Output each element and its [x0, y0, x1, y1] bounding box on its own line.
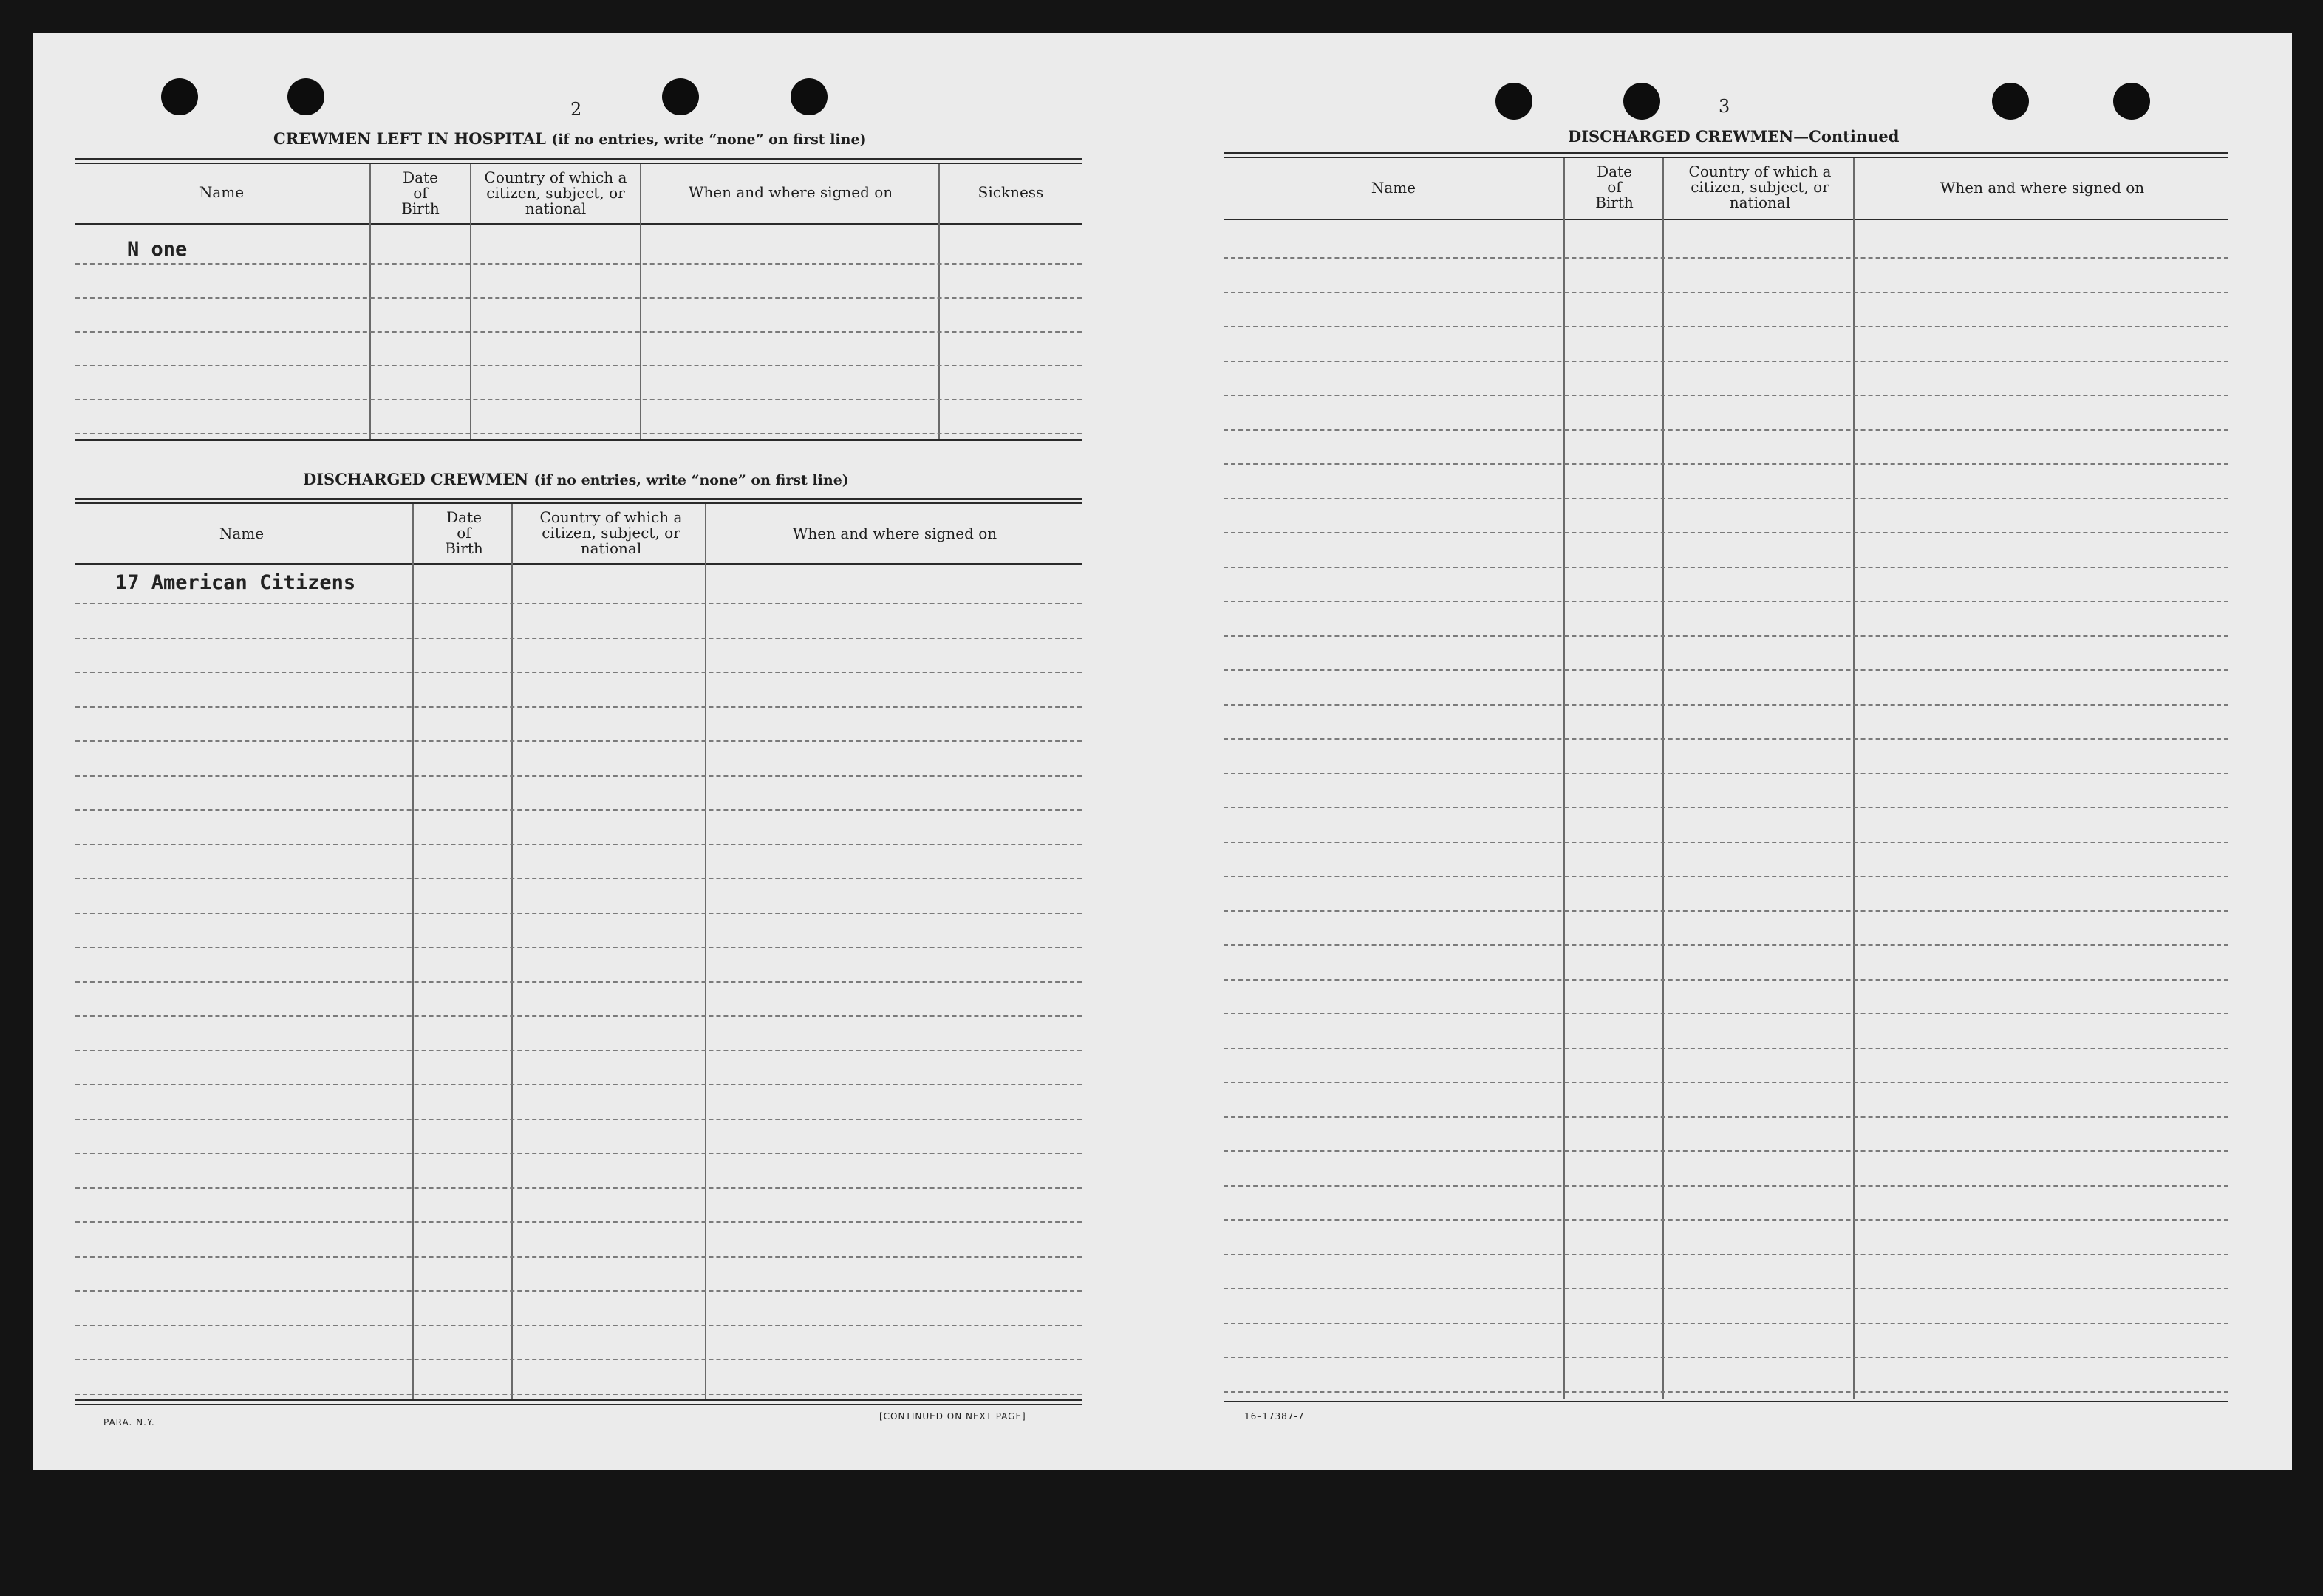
ruled-line	[1224, 1323, 2228, 1324]
ruled-line	[75, 1050, 1082, 1051]
ruled-line	[75, 706, 1082, 708]
ruled-line	[1224, 773, 2228, 774]
ruled-line	[1224, 842, 2228, 843]
punch-hole	[791, 78, 828, 115]
ruled-line	[1224, 1254, 2228, 1255]
ruled-line	[1224, 463, 2228, 465]
ruled-line	[1224, 669, 2228, 671]
ruled-line	[75, 1394, 1082, 1395]
ruled-line	[1224, 601, 2228, 602]
ruled-line	[1224, 1116, 2228, 1118]
discharged-col-dob: Date of Birth	[445, 508, 483, 557]
ruled-line	[1224, 498, 2228, 499]
ruled-line	[75, 947, 1082, 948]
ruled-line	[75, 603, 1082, 604]
hospital-section-title	[273, 129, 867, 148]
ruled-line	[1224, 429, 2228, 431]
ruled-line	[75, 672, 1082, 673]
ruled-line	[1224, 944, 2228, 946]
ruled-line	[1224, 567, 2228, 568]
hospital-col-country: Country of which a citizen, subject, or national	[484, 168, 627, 217]
ruled-line	[75, 1119, 1082, 1120]
ruled-line	[75, 844, 1082, 845]
footer-continued: [CONTINUED ON NEXT PAGE]	[879, 1411, 1026, 1422]
ruled-line	[1224, 395, 2228, 396]
ruled-line	[1224, 738, 2228, 740]
punch-hole	[1623, 83, 1660, 120]
footer-printer: PARA. N.Y.	[103, 1417, 155, 1428]
ruled-line	[1224, 704, 2228, 706]
page-number-left: 2	[570, 99, 582, 120]
hospital-col-dob: Date of Birth	[401, 168, 440, 217]
punch-hole	[287, 78, 324, 115]
ruled-line	[75, 1256, 1082, 1258]
ruled-line	[1224, 1185, 2228, 1187]
page-number-right: 3	[1719, 96, 1730, 117]
discharged-title: DISCHARGED CREWMEN	[303, 470, 529, 488]
continued-col-country: Country of which a citizen, subject, or national	[1688, 163, 1832, 211]
ruled-line	[1224, 1288, 2228, 1289]
ruled-line	[75, 775, 1082, 777]
ruled-line	[1224, 1048, 2228, 1049]
hospital-note: (if no entries, write “none” on first line)	[551, 132, 867, 148]
discharged-entry: 17 American Citizens	[115, 571, 356, 594]
punch-hole	[161, 78, 198, 115]
ruled-line	[1224, 910, 2228, 912]
footer-form-code: 16–17387-7	[1244, 1411, 1305, 1422]
ruled-line	[75, 1221, 1082, 1223]
ruled-line	[1224, 1391, 2228, 1393]
continued-section-title: DISCHARGED CREWMEN—Continued	[1568, 127, 1900, 146]
hospital-col-sickness: Sickness	[978, 183, 1044, 201]
ruled-line	[75, 1359, 1082, 1360]
discharged-col-signed: When and where signed on	[792, 525, 997, 542]
hospital-col-name: Name	[199, 183, 245, 201]
discharged-col-name: Name	[219, 525, 265, 542]
ruled-line	[1224, 532, 2228, 533]
hospital-entry: N one	[127, 238, 188, 261]
punch-hole	[662, 78, 699, 115]
punch-hole	[1495, 83, 1532, 120]
hospital-title: CREWMEN LEFT IN HOSPITAL	[273, 129, 546, 148]
ruled-line	[75, 1290, 1082, 1292]
ruled-line	[1224, 807, 2228, 808]
ruled-line	[1224, 979, 2228, 981]
discharged-col-country: Country of which a citizen, subject, or national	[539, 508, 683, 557]
ruled-line	[1224, 1357, 2228, 1358]
ruled-line	[1224, 635, 2228, 637]
punch-hole	[2113, 83, 2150, 120]
ruled-line	[75, 809, 1082, 811]
ruled-line	[1224, 326, 2228, 327]
ruled-line	[75, 981, 1082, 983]
discharged-section-title	[303, 470, 849, 488]
continued-col-dob: Date of Birth	[1595, 163, 1634, 211]
ruled-line	[1224, 1013, 2228, 1014]
ruled-line	[75, 1153, 1082, 1154]
ruled-line	[1224, 1150, 2228, 1152]
ruled-line	[75, 878, 1082, 879]
continued-col-signed: When and where signed on	[1940, 179, 2145, 197]
punch-hole	[1992, 83, 2029, 120]
ruled-line	[75, 740, 1082, 742]
ruled-line	[75, 1325, 1082, 1326]
ruled-line	[75, 1015, 1082, 1017]
hospital-col-signed: When and where signed on	[688, 183, 893, 201]
ruled-line	[1224, 876, 2228, 877]
ruled-line	[75, 1084, 1082, 1085]
ruled-line	[75, 1187, 1082, 1189]
ruled-line	[75, 638, 1082, 639]
ruled-line	[1224, 1219, 2228, 1221]
ruled-line	[1224, 361, 2228, 362]
ruled-line	[1224, 257, 2228, 259]
ruled-line	[75, 913, 1082, 914]
continued-col-name: Name	[1371, 179, 1416, 197]
discharged-note: (if no entries, write “none” on first line)	[533, 472, 849, 488]
ruled-line	[1224, 292, 2228, 293]
ruled-line	[1224, 1082, 2228, 1083]
